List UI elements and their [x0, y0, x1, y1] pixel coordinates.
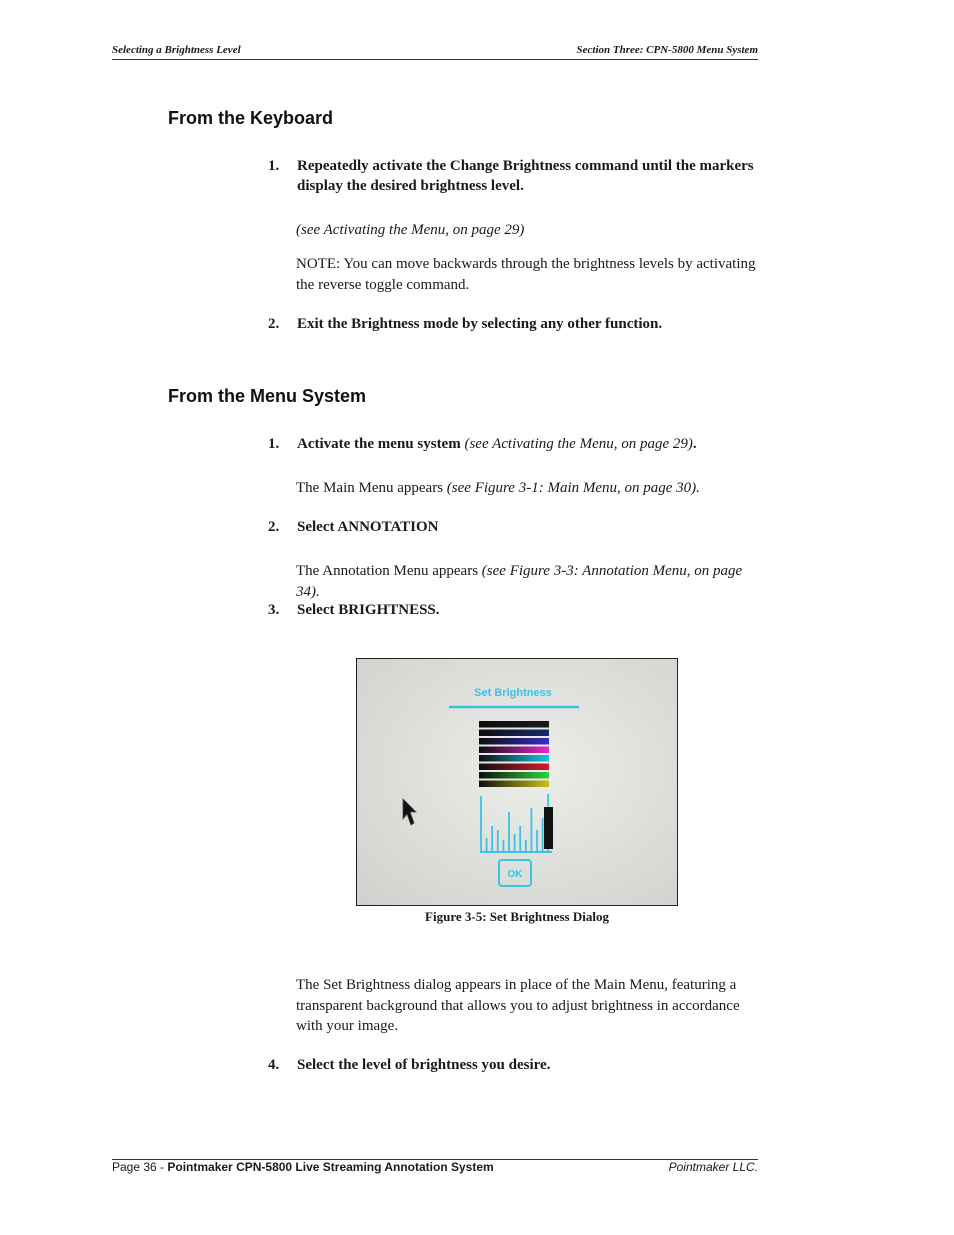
main-menu-reference[interactable]: (see Figure 3-1: Main Menu, on page 30). [446, 480, 700, 496]
annotation-menu-text: The Annotation Menu appears [296, 563, 479, 579]
footer-product-name: Pointmaker CPN-5800 Live Streaming Annotation System [167, 1160, 494, 1174]
dialog-description: The Set Brightness dialog appears in place of the Main Menu, featuring a transparent background that allows you to adjust brightness in accordance with your image. [296, 977, 740, 1034]
heading-from-keyboard: From the Keyboard [168, 108, 334, 128]
step-1-period: . [692, 436, 697, 452]
set-brightness-figure [356, 658, 678, 906]
step-number: 2. [268, 316, 280, 332]
set-brightness-dialog-image [357, 659, 677, 905]
step-1-reference[interactable]: (see Activating the Menu, on page 29) [464, 436, 693, 452]
heading-from-menu-system: From the Menu System [168, 386, 367, 406]
step-text: Select BRIGHTNESS. [297, 602, 440, 618]
step-number: 4. [268, 1057, 280, 1073]
page-header [112, 43, 758, 60]
step-text: Exit the Brightness mode by selecting any other function. [297, 316, 663, 332]
keyboard-note: NOTE: You can move backwards through the brightness levels by activating the reverse toggle command. [296, 256, 756, 293]
brightness-stripe [479, 764, 549, 771]
header-chapter-title: Section Three: CPN-5800 Menu System [576, 44, 758, 56]
figure-caption: Figure 3-5: Set Brightness Dialog [425, 909, 609, 924]
page-footer [112, 1159, 758, 1178]
step-text: Select ANNOTATION [297, 519, 439, 535]
brightness-stripe [479, 730, 549, 737]
brightness-stripe [479, 781, 549, 788]
main-menu-text: The Main Menu appears [296, 480, 444, 496]
ok-button-label: OK [507, 869, 523, 880]
step-text: Select the level of brightness you desire. [297, 1057, 551, 1073]
keyboard-step-1-reference[interactable]: (see Activating the Menu, on page 29) [296, 222, 525, 238]
brightness-stripe [479, 738, 549, 745]
brightness-marker[interactable] [544, 807, 553, 849]
step-number: 1. [268, 436, 280, 452]
step-number: 2. [268, 519, 280, 535]
step-number: 1. [268, 158, 280, 174]
footer-company: Pointmaker LLC. [668, 1160, 758, 1174]
brightness-stripe [479, 772, 549, 779]
header-section-title: Selecting a Brightness Level [112, 44, 241, 56]
footer-page-info [112, 1160, 494, 1174]
brightness-stripe [479, 721, 549, 728]
main-menu-appears [296, 478, 758, 499]
step-1-label: Activate the menu system [297, 436, 461, 452]
brightness-stripe [479, 755, 549, 762]
step-text: Repeatedly activate the Change Brightness command until the markers display the desired brightness level. [297, 158, 754, 194]
annotation-menu-appears [296, 561, 758, 602]
annotation-menu-reference[interactable]: (see Figure 3-3: Annotation Menu, on page 34). [296, 563, 743, 600]
brightness-stripe [479, 747, 549, 754]
step-text [297, 434, 759, 454]
dialog-title: Set Brightness [474, 687, 552, 699]
step-number: 3. [268, 602, 280, 618]
footer-page-number: Page 36 - [112, 1160, 168, 1174]
